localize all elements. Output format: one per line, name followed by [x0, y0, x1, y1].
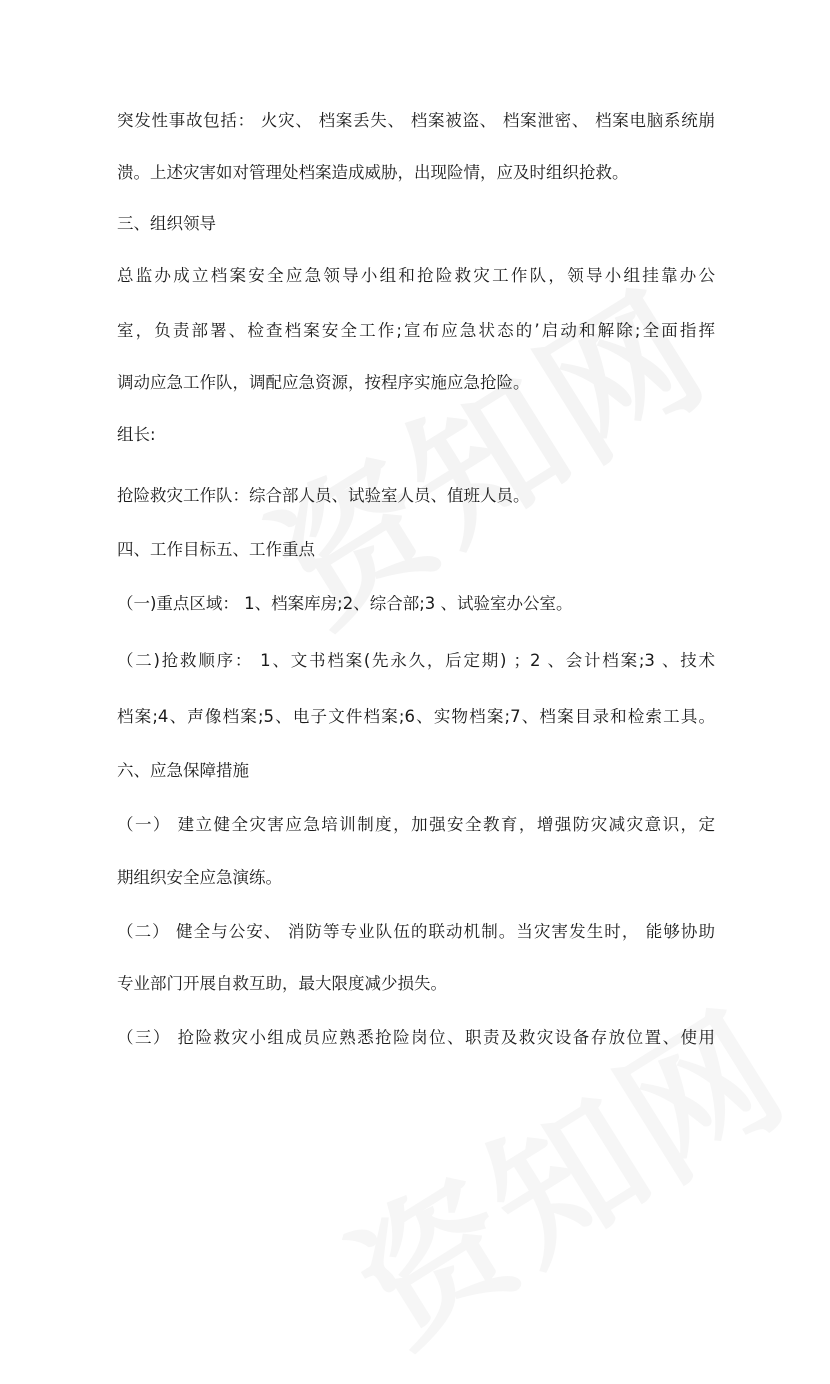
paragraph-line: 组长:: [117, 425, 156, 444]
paragraph-line: 抢险救灾工作队：综合部人员、试验室人员、值班人员。: [117, 486, 530, 505]
list-item: （三） 抢险救灾小组成员应熟悉抢险岗位、职责及救灾设备存放位置、使用: [117, 1028, 715, 1047]
paragraph-line: 室，负责部署、检查档案安全工作;宣布应急状态的’启动和解除;全面指挥: [117, 321, 715, 340]
paragraph-line: 期组织安全应急演练。: [117, 868, 282, 887]
paragraph-line: 专业部门开展自救互助，最大限度减少损失。: [117, 974, 447, 993]
section-heading: 四、工作目标五、工作重点: [117, 540, 315, 559]
paragraph-line: 总监办成立档案安全应急领导小组和抢险救灾工作队，领导小组挂靠办公: [117, 266, 715, 285]
list-item: （一)重点区域： 1、档案库房;2、综合部;3 、试验室办公室。: [117, 594, 573, 613]
section-heading: 六、应急保障措施: [117, 761, 249, 780]
list-item: （二)抢救顺序： 1、文书档案(先永久，后定期) ；2 、会计档案;3 、技术: [117, 651, 716, 670]
paragraph-line: 突发性事故包括： 火灾、 档案丢失、 档案被盗、 档案泄密、 档案电脑系统崩: [117, 111, 715, 130]
list-item: （二） 健全与公安、 消防等专业队伍的联动机制。当灾害发生时， 能够协助: [117, 922, 715, 941]
paragraph-line: 调动应急工作队，调配应急资源，按程序实施应急抢险。: [117, 373, 530, 392]
paragraph-line: 档案;4、声像档案;5、电子文件档案;6、实物档案;7、档案目录和检索工具。: [117, 707, 715, 726]
section-heading: 三、组织领导: [117, 214, 216, 233]
paragraph-line: 溃。上述灾害如对管理处档案造成威胁，出现险情，应及时组织抢救。: [117, 163, 629, 182]
list-item: （一） 建立健全灾害应急培训制度，加强安全教育，增强防灾减灾意识，定: [117, 815, 715, 834]
watermark: [308, 952, 819, 1383]
